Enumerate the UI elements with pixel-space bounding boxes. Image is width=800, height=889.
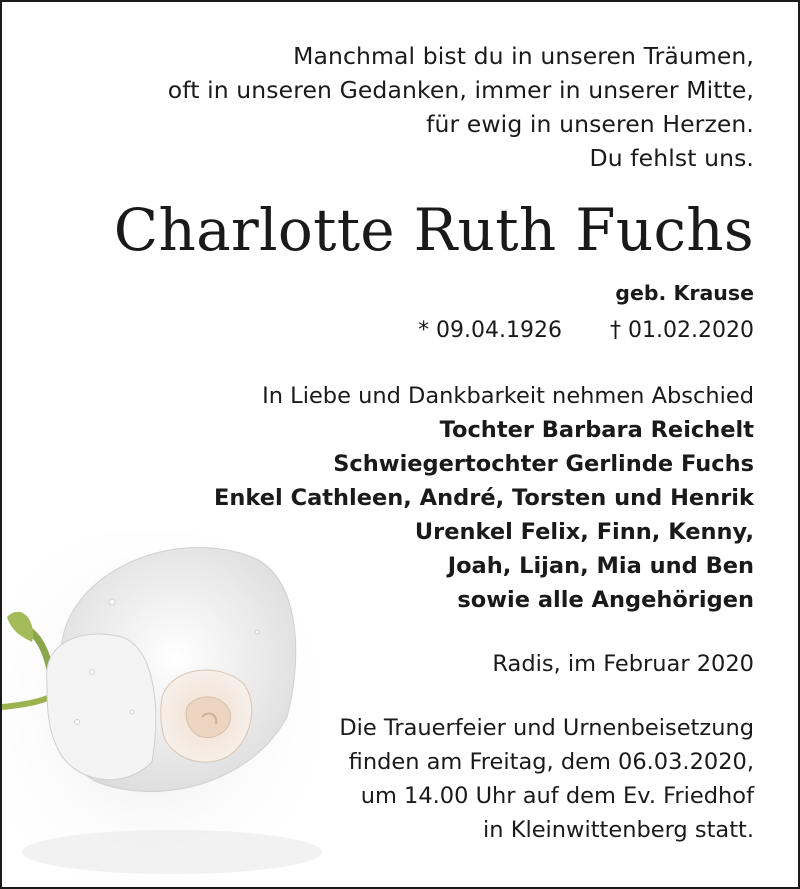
memorial-poem: [34, 39, 754, 175]
service-line: um 14.00 Uhr auf dem Ev. Friedhof: [360, 783, 754, 809]
mourner-line: Urenkel Felix, Finn, Kenny,: [414, 519, 754, 545]
mourner-line: Tochter Barbara Reichelt: [439, 417, 754, 443]
mourner-line: sowie alle Angehörigen: [457, 587, 754, 613]
birth-date: * 09.04.1926: [418, 318, 563, 343]
mourner-line: Enkel Cathleen, André, Torsten und Henrik: [214, 485, 754, 511]
place-date: Radis, im Februar 2020: [492, 651, 754, 677]
mourner-line: Joah, Lijan, Mia und Ben: [447, 553, 754, 579]
poem-line: oft in unseren Gedanken, immer in unserer Mitte,: [167, 76, 754, 104]
obituary-text: [34, 2, 754, 847]
service-line: in Kleinwittenberg statt.: [483, 817, 754, 843]
poem-line: für ewig in unseren Herzen.: [426, 110, 754, 138]
funeral-service-info: [34, 711, 754, 847]
mourners-list: [34, 413, 754, 617]
farewell-intro: In Liebe und Dankbarkeit nehmen Abschied: [262, 383, 754, 409]
poem-line: Manchmal bist du in unseren Träumen,: [293, 42, 754, 70]
deceased-name: Charlotte Ruth Fuchs: [113, 196, 754, 264]
death-date: † 01.02.2020: [610, 318, 754, 343]
service-line: finden am Freitag, dem 06.03.2020,: [348, 749, 754, 775]
maiden-name: geb. Krause: [615, 281, 754, 305]
poem-line: Du fehlst uns.: [589, 144, 754, 172]
service-line: Die Trauerfeier und Urnenbeisetzung: [339, 715, 754, 741]
mourner-line: Schwiegertochter Gerlinde Fuchs: [333, 451, 754, 477]
life-dates: [34, 313, 754, 349]
